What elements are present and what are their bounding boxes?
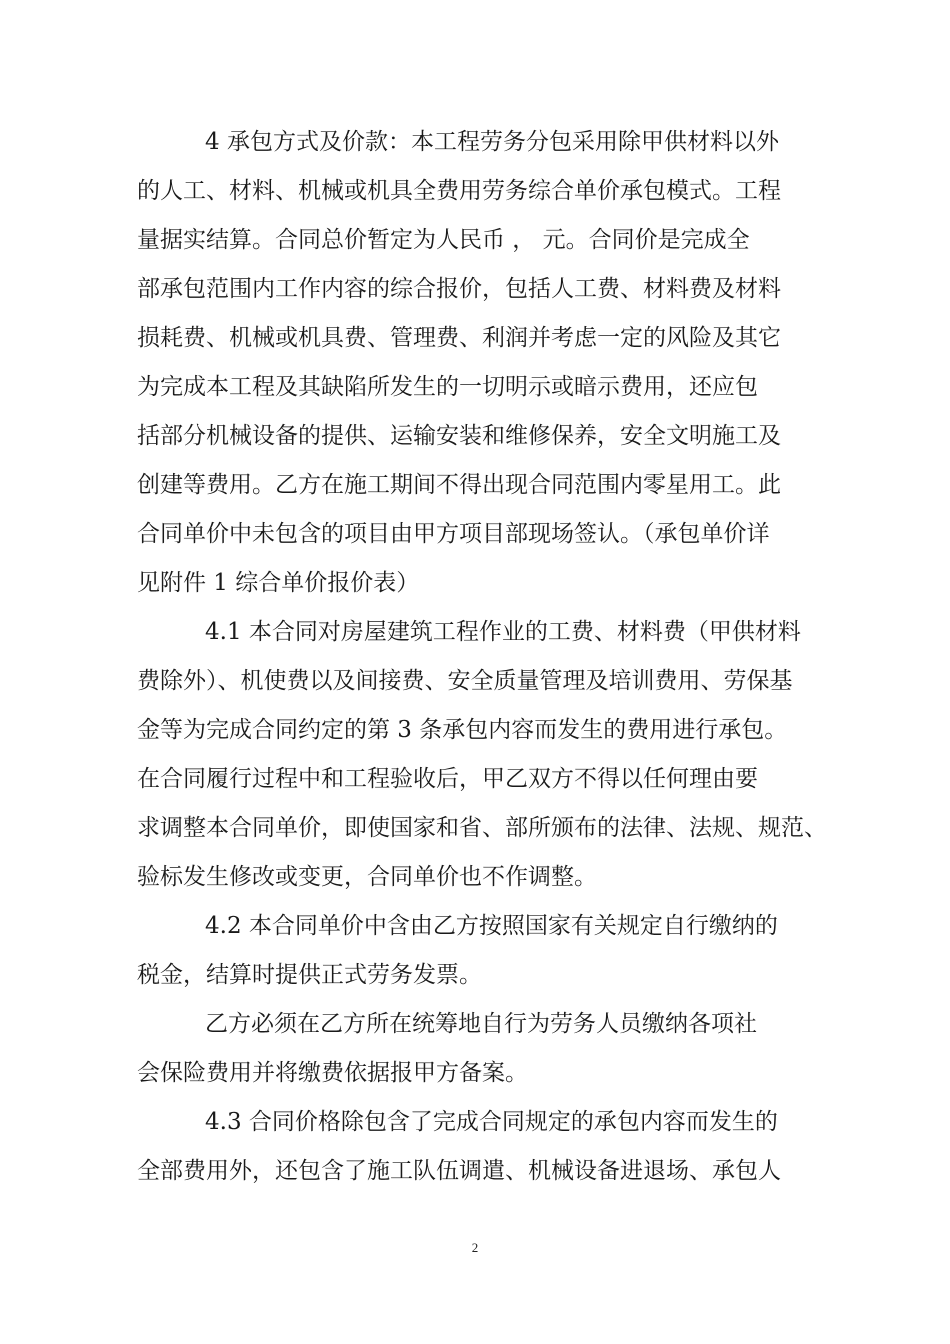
text-line: 量据实结算。合同总价暂定为人民币 ， 元。合同价是完成全 — [137, 227, 750, 253]
text-line: 的人工、材料、机械或机具全费用劳务综合单价承包模式。工程 — [137, 178, 781, 204]
text-line: 为完成本工程及其缺陷所发生的一切明示或暗示费用，还应包 — [137, 374, 758, 400]
text-line: 4.1 本合同对房屋建筑工程作业的工费、材料费（甲供材料 — [205, 619, 801, 645]
text-line: 乙方必须在乙方所在统筹地自行为劳务人员缴纳各项社 — [205, 1011, 757, 1037]
text-line: 求调整本合同单价，即使国家和省、部所颁布的法律、法规、规范、 — [137, 815, 827, 841]
text-line: 验标发生修改或变更，合同单价也不作调整。 — [137, 864, 597, 890]
text-line: 在合同履行过程中和工程验收后，甲乙双方不得以任何理由要 — [137, 766, 758, 792]
text-line: 4 承包方式及价款：本工程劳务分包采用除甲供材料以外 — [205, 129, 779, 155]
text-line: 税金，结算时提供正式劳务发票。 — [137, 962, 482, 988]
text-line: 部承包范围内工作内容的综合报价，包括人工费、材料费及材料 — [137, 276, 781, 302]
text-line: 括部分机械设备的提供、运输安装和维修保养，安全文明施工及 — [137, 423, 781, 449]
text-line: 见附件 1 综合单价报价表） — [137, 570, 420, 596]
text-line: 损耗费、机械或机具费、管理费、利润并考虑一定的风险及其它 — [137, 325, 781, 351]
text-line: 4.2 本合同单价中含由乙方按照国家有关规定自行缴纳的 — [205, 913, 778, 939]
page-number: 2 — [471, 1240, 479, 1255]
text-line: 合同单价中未包含的项目由甲方项目部现场签认。（承包单价详 — [137, 521, 770, 547]
document-body — [137, 118, 857, 1196]
text-line: 4.3 合同价格除包含了完成合同规定的承包内容而发生的 — [205, 1109, 778, 1135]
text-line: 创建等费用。乙方在施工期间不得出现合同范围内零星用工。此 — [137, 472, 781, 498]
text-line: 金等为完成合同约定的第 3 条承包内容而发生的费用进行承包。 — [137, 717, 788, 743]
text-line: 费除外）、机使费以及间接费、安全质量管理及培训费用、劳保基 — [137, 668, 793, 694]
text-line: 全部费用外，还包含了施工队伍调遣、机械设备进退场、承包人 — [137, 1158, 781, 1184]
text-line: 会保险费用并将缴费依据报甲方备案。 — [137, 1060, 528, 1086]
